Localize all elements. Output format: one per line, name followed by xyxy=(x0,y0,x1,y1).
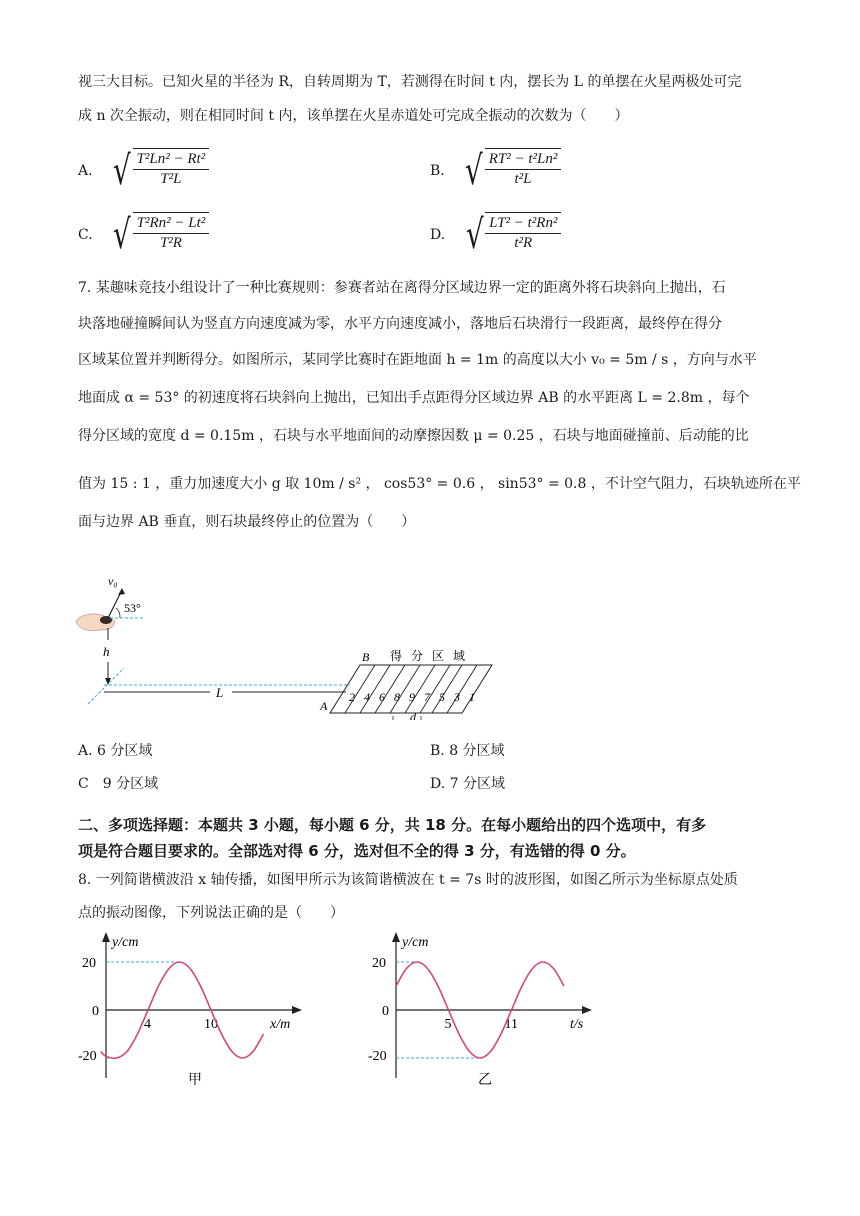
h-label: h xyxy=(103,644,110,659)
option-numerator: RT² − t²Ln² xyxy=(485,151,562,170)
zone-score-2: 2 xyxy=(349,690,355,704)
option-denominator: T²R xyxy=(159,235,182,251)
y-tick-20: 20 xyxy=(82,956,96,971)
y-tick-neg20: -20 xyxy=(78,1049,97,1064)
y-tick-neg20: -20 xyxy=(368,1049,387,1064)
q6-option-d[interactable]: D. √ $\frac{\text{LT² − t²Rn²}}{\text{t²R}}$ xyxy=(430,212,561,258)
q6-option-b[interactable]: B. √ $\frac{\text{RT² − t²Ln²}}{\text{t²L}}$ xyxy=(430,148,561,194)
option-label: A. xyxy=(78,163,93,179)
q6-option-c[interactable]: C. √ $\frac{\text{T²Rn² − Lt²}}{\text{T²R}}$ xyxy=(78,212,209,258)
x-tick-4: 4 xyxy=(144,1017,151,1032)
x-tick-5: 5 xyxy=(444,1017,452,1032)
option-denominator: t²L xyxy=(514,171,532,187)
graph-caption: 乙 xyxy=(478,1073,492,1088)
x-axis-label: t/s xyxy=(570,1017,584,1032)
y-tick-20: 20 xyxy=(372,956,386,971)
x-axis-label: x/m xyxy=(270,1017,291,1032)
option-denominator: T²L xyxy=(160,171,182,187)
q7-option-d[interactable]: D. 7 分区域 xyxy=(430,776,505,792)
q6-text-line2: 成 n 次全振动，则在相同时间 t 内，该单摆在火星赤道处可完成全振动的次数为（ ） xyxy=(78,108,629,124)
q7-option-c[interactable]: C 9 分区域 xyxy=(78,776,159,792)
option-numerator: T²Ln² − Rt² xyxy=(133,151,210,170)
q7-text-line5: 得分区域的宽度 d = 0.15m ，石块与水平地面间的动摩擦因数 μ = 0.25 ，石块与地面碰撞前、后动能的比 xyxy=(78,428,749,444)
option-label: B. xyxy=(430,163,445,179)
q7-text-line4: 地面成 α = 53° 的初速度将石块斜向上抛出，已知出手点距得分区域边界 AB 的水平距离 L = 2.8m ，每个 xyxy=(78,390,750,406)
section2-heading-line1: 二、多项选择题：本题共 3 小题，每小题 6 分，共 18 分。在每小题给出的四个选项中，有多 xyxy=(78,816,707,834)
q7-text-line2: 块落地碰撞瞬间认为竖直方向速度减为零，水平方向速度减小，落地后石块滑行一段距离，最终停在得分 xyxy=(78,316,722,332)
score-zone xyxy=(330,665,492,713)
x-tick-11: 11 xyxy=(504,1017,518,1032)
option-label: D. xyxy=(430,227,446,243)
q8-text-line2: 点的振动图像，下列说法正确的是（ ） xyxy=(78,905,344,921)
q7-option-b[interactable]: B. 8 分区域 xyxy=(430,743,505,759)
zone-score-5: 5 xyxy=(439,690,445,704)
zone-score-8: 8 xyxy=(394,690,400,704)
q7-text-line7: 面与边界 AB 垂直，则石块最终停止的位置为（ ） xyxy=(78,514,416,530)
y-axis-label: y/cm xyxy=(112,935,139,950)
section2-heading-line2: 项是符合题目要求的。全部选对得 6 分，选对但不全的得 3 分，有选错的得 0 分。 xyxy=(78,842,636,860)
q7-text-line3: 区域某位置并判断得分。如图所示，某同学比赛时在距地面 h = 1m 的高度以大小 v₀ = 5m / s ，方向与水平 xyxy=(78,352,757,368)
q6-text-line1: 视三大目标。已知火星的半径为 R，自转周期为 T，若测得在时间 t 内，摆长为 L 的单摆在火星两极处可完 xyxy=(78,74,742,90)
zone-score-3: 3 xyxy=(454,690,460,704)
stone-icon xyxy=(100,616,112,624)
B-label: B xyxy=(362,650,370,664)
zone-title: 得 分 区 域 xyxy=(390,649,469,663)
A-label: A xyxy=(320,699,328,713)
y-axis-label: y/cm xyxy=(402,935,429,950)
zone-score-9: 9 xyxy=(409,690,415,704)
x-tick-10: 10 xyxy=(204,1017,218,1032)
angle-label: 53° xyxy=(124,601,141,615)
q6-option-a[interactable]: A. √ $\frac{\text{T²Ln² − Rt²}}{\text{T²L}}$ xyxy=(78,148,209,194)
zone-score-7: 7 xyxy=(424,690,430,704)
option-denominator: t²R xyxy=(514,235,533,251)
y-tick-0: 0 xyxy=(382,1004,389,1019)
q8-text-line1: 8. 一列简谐横波沿 x 轴传播，如图甲所示为该简谐横波在 t = 7s 时的波形图，如图乙所示为坐标原点处质 xyxy=(78,872,738,888)
v0-label: v₀ xyxy=(108,574,118,588)
d-label: d xyxy=(410,710,416,720)
zone-score-1: 1 xyxy=(469,690,475,704)
vibration-graph-yi xyxy=(360,930,600,1090)
zone-score-4: 4 xyxy=(364,690,370,704)
q7-text-line6: 值为 15 : 1 ，重力加速度大小 g 取 10m / s² ， cos53° = 0.6 ， sin53° = 0.8 ，不计空气阻力，石块轨迹所在平 xyxy=(78,476,801,492)
option-label: C. xyxy=(78,227,93,243)
q7-text-line1: 7. 某趣味竞技小组设计了一种比赛规则：参赛者站在离得分区域边界一定的距离外将石块斜向上抛出，石 xyxy=(78,280,726,296)
L-label: L xyxy=(216,685,224,700)
y-tick-0: 0 xyxy=(92,1004,99,1019)
wave-graph-jia xyxy=(70,930,310,1090)
option-numerator: T²Rn² − Lt² xyxy=(133,215,210,234)
option-numerator: LT² − t²Rn² xyxy=(485,215,561,234)
zone-score-6: 6 xyxy=(379,690,385,704)
q7-figure xyxy=(70,570,510,720)
q7-option-a[interactable]: A. 6 分区域 xyxy=(78,743,153,759)
graph-caption: 甲 xyxy=(188,1073,202,1088)
